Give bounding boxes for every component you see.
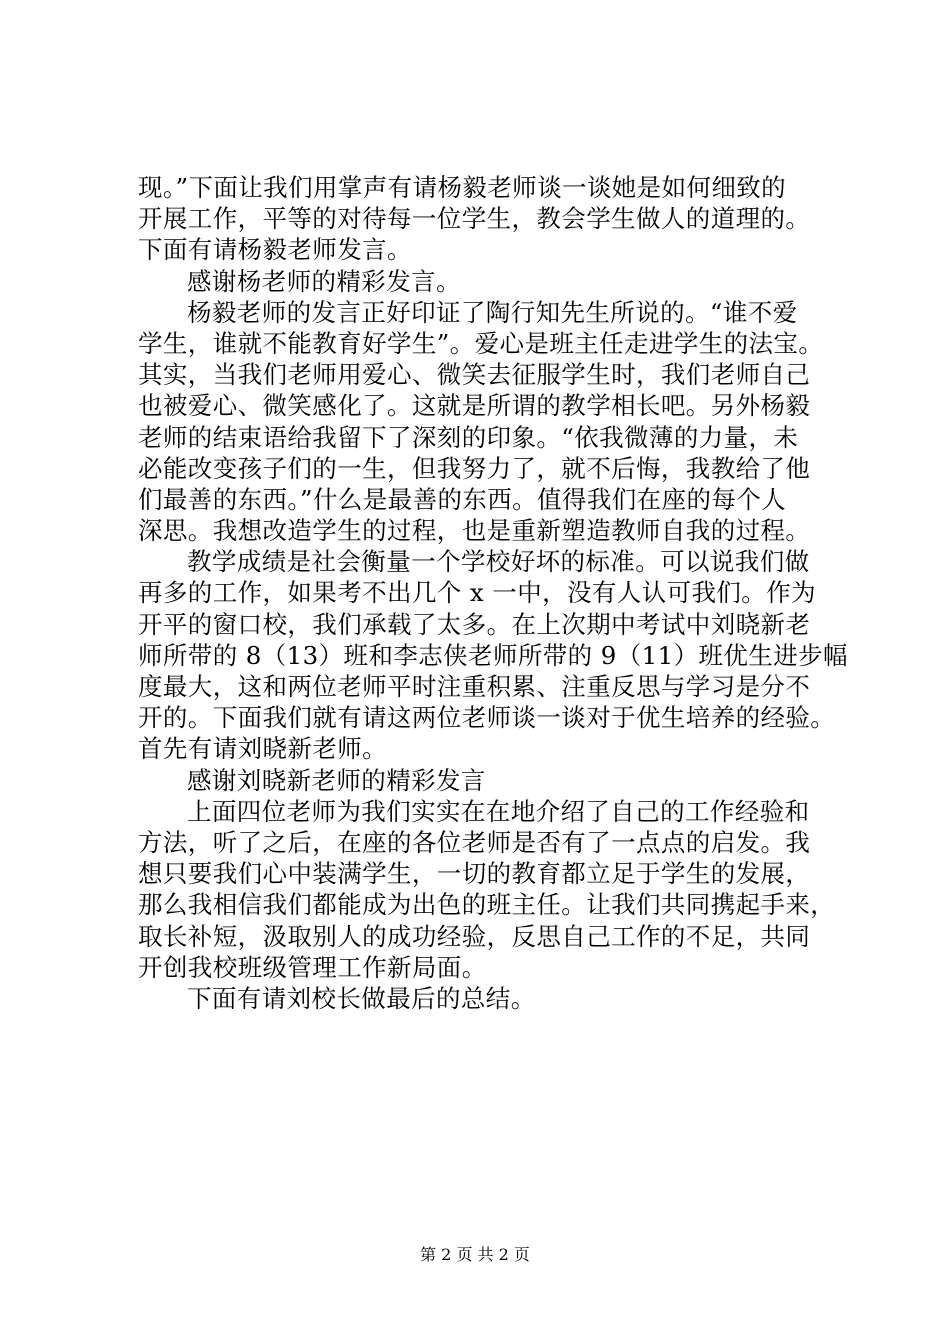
text-line: 下面有请杨毅老师发言。 xyxy=(138,235,412,265)
text-line: 那么我相信我们都能成为出色的班主任。让我们共同携起手来， xyxy=(138,890,836,920)
text-line: 方法，听了之后，在座的各位老师是否有了一点点的启发。我 xyxy=(138,827,811,857)
text-line: 现。”下面让我们用掌声有请杨毅老师谈一谈她是如何细致的 xyxy=(138,173,787,202)
text-line: 老师的结束语给我留下了深刻的印象。“依我微薄的力量，未 xyxy=(138,422,799,452)
text-line: 学生，谁就不能教育好学生”。爱心是班主任走进学生的法宝。 xyxy=(138,328,824,358)
text-line: 开平的窗口校，我们承载了太多。在上次期中考试中刘晓新老 xyxy=(138,609,811,639)
text-line: 杨毅老师的发言正好印证了陶行知先生所说的。“谁不爱 xyxy=(187,297,798,327)
text-line: 深思。我想改造学生的过程，也是重新塑造教师自我的过程。 xyxy=(138,516,811,546)
text-line: 开展工作，平等的对待每一位学生，教会学生做人的道理的。 xyxy=(138,204,811,234)
text-line: 感谢刘晓新老师的精彩发言 xyxy=(187,765,486,795)
text-line: 开创我校班级管理工作新局面。 xyxy=(138,952,487,982)
text-line: 再多的工作，如果考不出几个 x 一中，没有人认可我们。作为 xyxy=(138,578,816,608)
text-line: 们最善的东西。”什么是最善的东西。值得我们在座的每个人 xyxy=(138,484,787,514)
text-line: 取长补短，汲取别人的成功经验，反思自己工作的不足，共同 xyxy=(138,921,811,951)
text-line: 师所带的 8（13）班和李志侠老师所带的 9（11）班优生进步幅 xyxy=(138,640,848,670)
text-line: 想只要我们心中装满学生，一切的教育都立足于学生的发展， xyxy=(138,859,811,889)
text-line: 上面四位老师为我们实实在在地介绍了自己的工作经验和 xyxy=(187,796,810,826)
text-line: 开的。下面我们就有请这两位老师谈一谈对于优生培养的经验。 xyxy=(138,703,836,733)
text-line: 度最大，这和两位老师平时注重积累、注重反思与学习是分不 xyxy=(138,672,811,701)
text-line: 感谢杨老师的精彩发言。 xyxy=(187,266,461,296)
text-line: 其实，当我们老师用爱心、微笑去征服学生时，我们老师自己 xyxy=(138,360,811,390)
text-line: 也被爱心、微笑感化了。这就是所谓的教学相长吧。另外杨毅 xyxy=(138,391,811,421)
text-line: 下面有请刘校长做最后的总结。 xyxy=(187,983,536,1013)
body-text xyxy=(138,172,848,1014)
text-line: 首先有请刘晓新老师。 xyxy=(138,734,387,764)
text-line: 必能改变孩子们的一生，但我努力了，就不后悔，我教给了他 xyxy=(138,453,811,483)
text-line: 教学成绩是社会衡量一个学校好坏的标准。可以说我们做 xyxy=(187,547,810,577)
page-footer: 第 2 页 共 2 页 xyxy=(420,1245,530,1264)
